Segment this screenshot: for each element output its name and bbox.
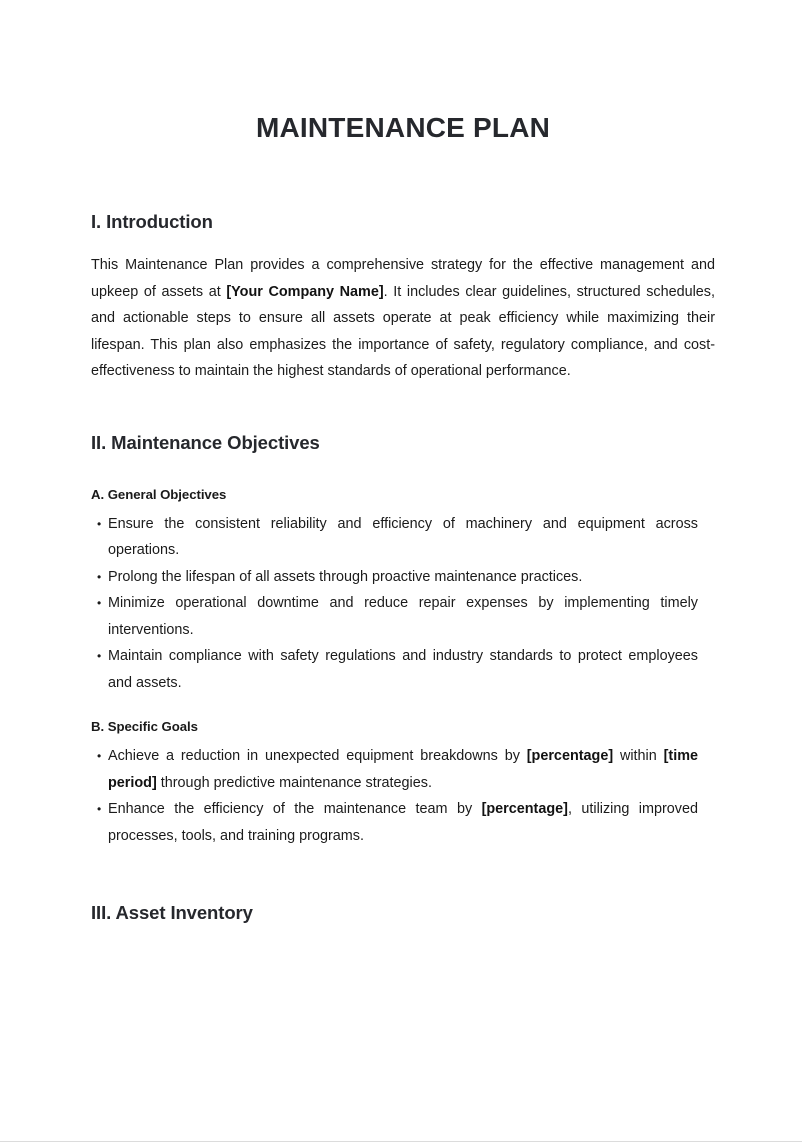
placeholder-token: [Your Company Name] (226, 283, 384, 300)
introduction-paragraph (91, 252, 715, 385)
placeholder-token: [percentage] (526, 748, 614, 764)
page-title: MAINTENANCE PLAN (255, 112, 551, 143)
general-objectives-list (91, 511, 698, 697)
list-item (91, 590, 698, 643)
placeholder-token: [time period] (108, 748, 698, 791)
list-item (91, 796, 698, 849)
placeholder-token: [percentage] (481, 801, 568, 817)
text-run: Enhance the efficiency of the maintenance team by (108, 801, 482, 817)
list-item (91, 643, 698, 696)
text-run: . It includes clear guidelines, structured schedules, and actionable steps to ensure all assets operate at peak efficiency while maximizing their lifespan. This plan also emphasizes the importance of safety, regulatory compliance, and cost-effectiveness to maintain the highest standards of operational performance. (91, 283, 715, 379)
section-heading-introduction: I. Introduction (91, 211, 213, 232)
text-run: Prolong the lifespan of all assets through proactive maintenance practices. (108, 568, 583, 585)
text-run: Ensure the consistent reliability and efficiency of machinery and equipment across operations. (108, 515, 698, 558)
text-run: Maintain compliance with safety regulations and industry standards to protect employees and assets. (108, 648, 698, 691)
specific-goals-list (91, 743, 698, 849)
text-run: , utilizing improved processes, tools, and training programs. (108, 801, 698, 844)
section-heading-maintenance-objectives: II. Maintenance Objectives (91, 431, 320, 453)
subsection-heading-specific-goals: B. Specific Goals (91, 719, 198, 734)
list-item (91, 743, 698, 796)
list-item (91, 564, 698, 591)
section-heading-asset-inventory: III. Asset Inventory (91, 902, 253, 923)
list-item (91, 511, 698, 564)
text-run: Achieve a reduction in unexpected equipment breakdowns by (108, 748, 527, 764)
text-run: This Maintenance Plan provides a comprehensive strategy for the effective management and upkeep of assets at (91, 257, 715, 300)
text-run: through predictive maintenance strategies. (156, 774, 432, 791)
subsection-heading-general-objectives: A. General Objectives (91, 486, 227, 502)
text-run: within (613, 748, 664, 764)
text-run: Minimize operational downtime and reduce repair expenses by implementing timely interventions. (108, 595, 698, 638)
document-content (91, 0, 715, 925)
